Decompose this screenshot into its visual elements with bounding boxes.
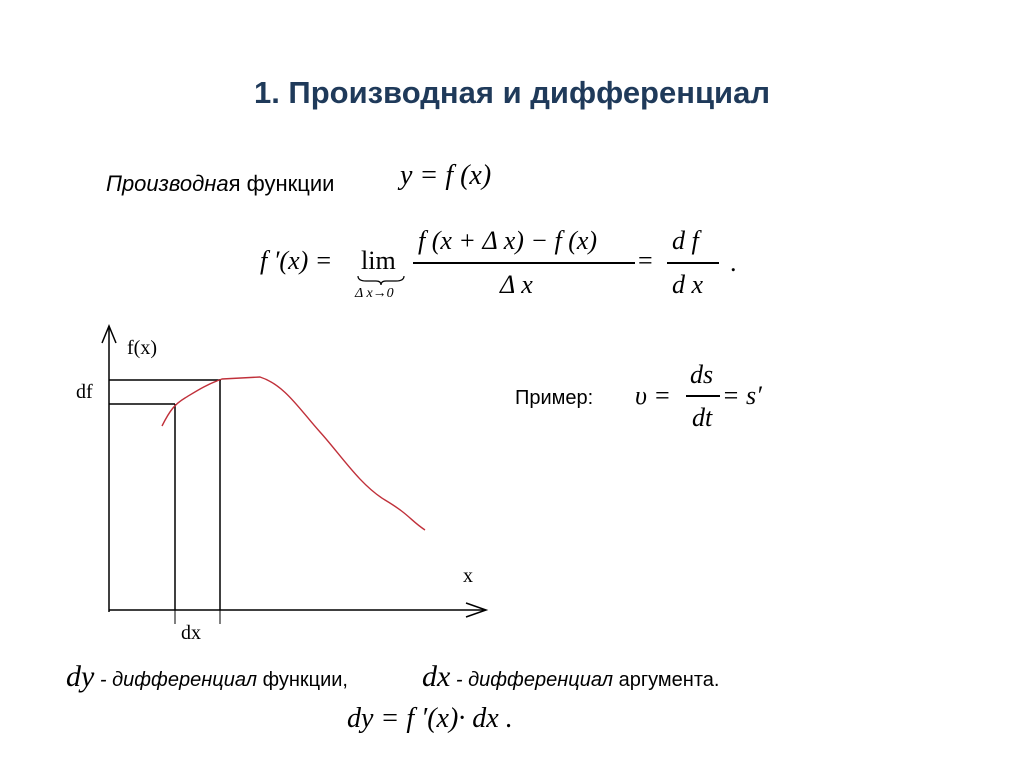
dy-desc-italic: - дифференциал bbox=[94, 669, 258, 691]
example-fraction-bar bbox=[686, 395, 720, 397]
example-numerator: ds bbox=[690, 360, 714, 389]
dx-symbol: dx bbox=[422, 660, 451, 693]
argument-description bbox=[422, 660, 719, 694]
df-label: df bbox=[76, 381, 93, 403]
x-axis-label: x bbox=[463, 565, 473, 587]
dx-desc-rest: аргумента. bbox=[613, 669, 720, 691]
fraction-numerator: f (x + Δ x) − f (x) bbox=[418, 226, 598, 255]
derivative-caption-italic: Производна bbox=[106, 171, 229, 196]
dx-denominator: d x bbox=[672, 270, 704, 299]
equals-sign: = bbox=[638, 246, 653, 275]
lim-word: lim bbox=[361, 246, 396, 275]
lim-subscript: Δ x→0 bbox=[355, 286, 394, 301]
derivative-caption-rest: я функции bbox=[228, 171, 335, 196]
differential-description bbox=[66, 660, 348, 694]
y-axis-label: f(x) bbox=[127, 337, 157, 359]
slide-title: 1. Производная и дифференциал bbox=[253, 75, 771, 110]
example-denominator: dt bbox=[692, 403, 713, 432]
derivative-lhs: f ′(x) = bbox=[260, 246, 333, 275]
differential-formula: dy = f ′(x)· dx . bbox=[347, 703, 513, 734]
example-label: Пример: bbox=[515, 387, 594, 409]
dy-desc-rest: функции, bbox=[257, 669, 348, 691]
dx-label: dx bbox=[181, 622, 201, 644]
function-curve bbox=[162, 377, 425, 530]
dy-symbol: dy bbox=[66, 660, 95, 693]
dx-desc-italic: - дифференциал bbox=[450, 669, 614, 691]
function-formula: y = f (x) bbox=[400, 160, 492, 191]
fraction-denominator: Δ x bbox=[500, 270, 533, 299]
df-numerator: d f bbox=[672, 226, 699, 255]
definition-period: . bbox=[730, 248, 737, 277]
example-lhs: υ = bbox=[635, 381, 671, 410]
example-rhs: = s′ bbox=[722, 381, 762, 410]
